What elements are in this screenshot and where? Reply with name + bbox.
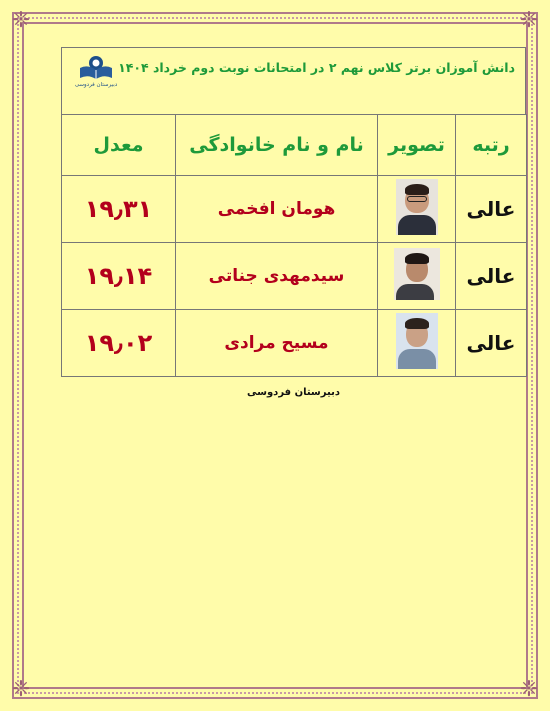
rank-cell: عالی [456, 243, 527, 310]
average-cell: ۱۹٫۳۱ [62, 176, 176, 243]
honor-roll-sheet [61, 47, 526, 398]
average-cell: ۱۹٫۰۲ [62, 310, 176, 377]
column-header-photo: تصویر [378, 115, 456, 176]
table-row [62, 176, 527, 243]
student-name-cell: مسیح مرادی [176, 310, 378, 377]
student-photo [394, 248, 440, 300]
corner-ornament-icon: ❈ [519, 8, 539, 33]
column-header-rank: رتبه [456, 115, 527, 176]
rank-cell: عالی [456, 176, 527, 243]
corner-ornament-icon: ❈ [11, 677, 31, 702]
average-cell: ۱۹٫۱۴ [62, 243, 176, 310]
table-header-row [62, 115, 527, 176]
rank-cell: عالی [456, 310, 527, 377]
table-row [62, 243, 527, 310]
top-students-table [61, 114, 527, 377]
header-row [61, 47, 526, 114]
student-photo [396, 313, 438, 369]
school-name-footer: دبیرستان فردوسی [247, 387, 340, 398]
page-title: دانش آموزان برتر کلاس نهم ۲ در امتحانات نوبت دوم خرداد ۱۴۰۴ [118, 60, 515, 75]
corner-ornament-icon: ❈ [11, 8, 31, 33]
photo-cell [378, 310, 456, 377]
logo-caption: دبیرستان فردوسی [74, 82, 118, 88]
photo-cell [378, 243, 456, 310]
column-header-name: نام و نام خانوادگی [176, 115, 378, 176]
student-name-cell: هومان افخمی [176, 176, 378, 243]
student-photo [396, 179, 438, 235]
student-name-cell: سیدمهدی جناتی [176, 243, 378, 310]
column-header-average: معدل [62, 115, 176, 176]
corner-ornament-icon: ❈ [519, 677, 539, 702]
book-emblem-icon [78, 54, 114, 80]
school-logo [66, 54, 126, 106]
photo-cell [378, 176, 456, 243]
table-row [62, 310, 527, 377]
